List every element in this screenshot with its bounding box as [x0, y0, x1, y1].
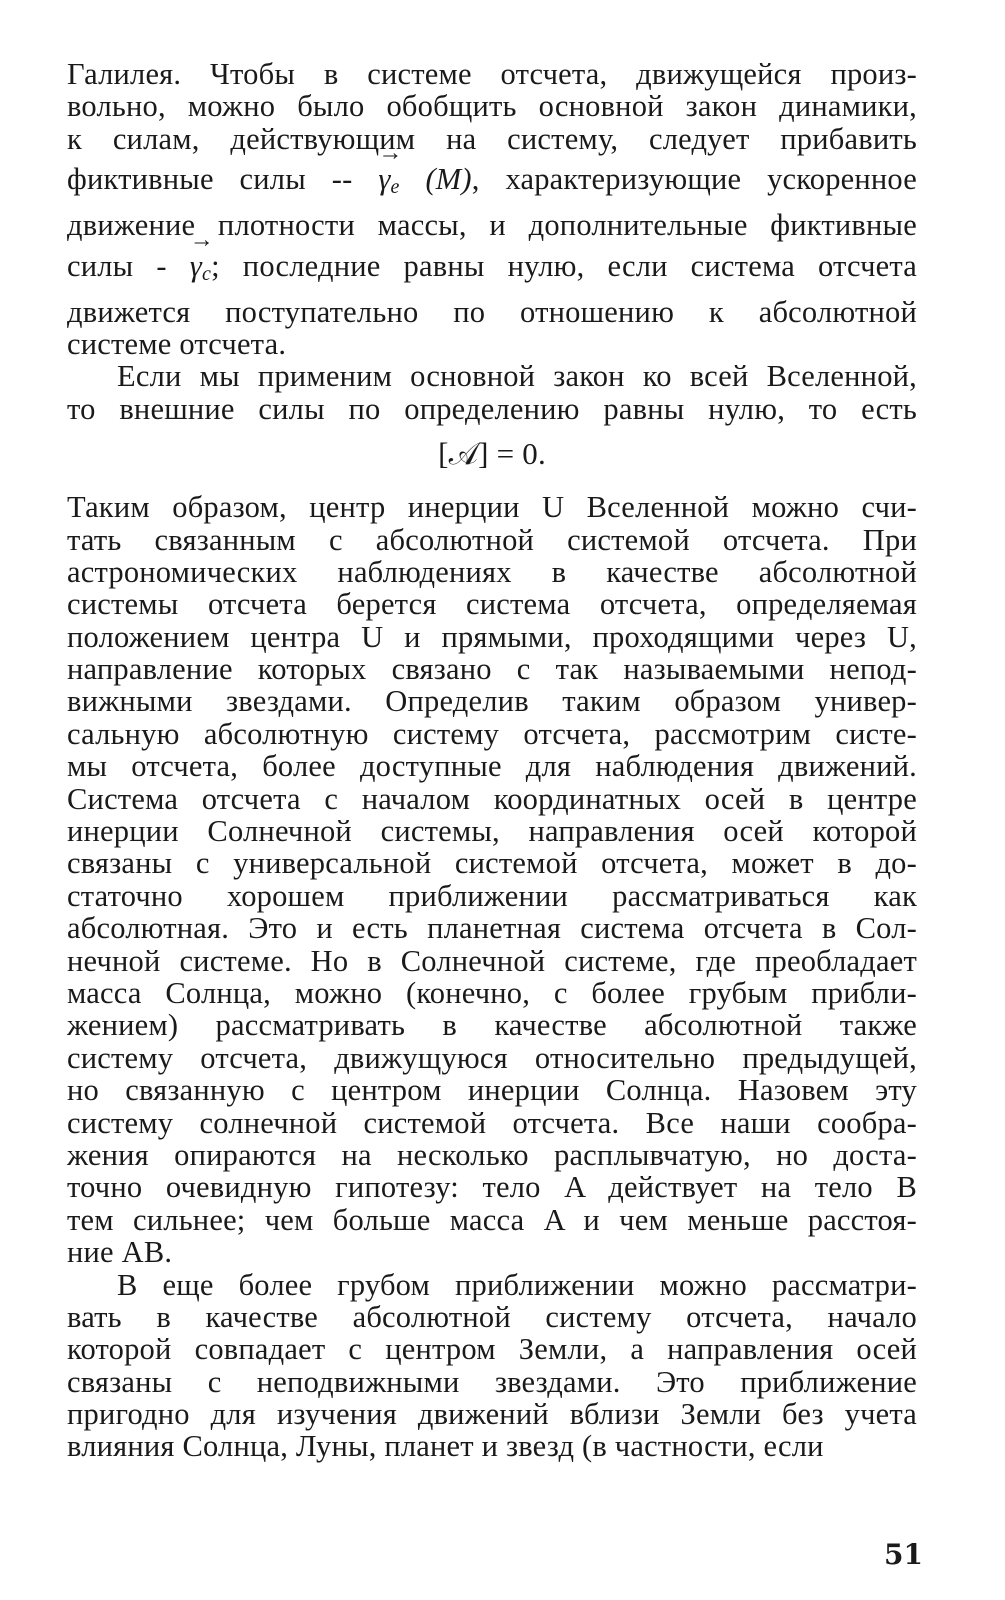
vector-symbol: γ: [378, 162, 391, 197]
vector-subscript: e: [390, 176, 400, 199]
text-line: абсолютная. Это и есть планетная система отсчета в Сол-: [67, 911, 917, 946]
text-line: Если мы применим основной закон ко всей Вселенной,: [117, 359, 917, 394]
text-line: тем сильнее; чем больше масса A и чем меньше расстоя-: [67, 1202, 917, 1237]
vector-subscript: c: [202, 262, 212, 285]
page-body: [67, 58, 917, 1463]
text-line: то внешние силы по определению равны нулю, то есть: [67, 391, 917, 426]
text-line: инерции Солнечной системы, направления осей которой: [67, 814, 917, 849]
vector-gamma-c: [190, 250, 211, 290]
text-line: нечной системе. Но в Солнечной системе, где преобладает: [67, 943, 917, 978]
text-line: ние AB.: [67, 1235, 173, 1270]
text-line-vector-e: [67, 155, 917, 209]
text-fragment: , характеризующие ускоренное: [471, 162, 917, 197]
text-fragment: фиктивные силы --: [67, 162, 379, 197]
text-line: вольно, можно было обобщить основной закон динамики,: [67, 89, 917, 124]
text-line: жением) рассматривать в качестве абсолютной также: [67, 1008, 917, 1043]
text-line: масса Солнца, можно (конечно, с более грубым прибли-: [67, 975, 917, 1010]
text-line: к силам, действующим на систему, следует прибавить: [67, 121, 917, 156]
text-line: вать в качестве абсолютной систему отсчета, начало: [67, 1299, 917, 1334]
text-line: жения опираются на несколько расплывчатую, но доста-: [67, 1137, 917, 1172]
text-line: сальную абсолютную систему отсчета, рассмотрим систе-: [67, 716, 917, 751]
text-line: Галилея. Чтобы в системе отсчета, движущейся произ-: [67, 57, 917, 91]
vector-argument: (M): [399, 162, 472, 197]
text-line: Система отсчета с началом координатных осей в центре: [67, 781, 917, 816]
text-fragment: ; последние равны нулю, если система отсчета: [211, 248, 917, 283]
text-line: вижными звездами. Определив таким образом универ-: [67, 684, 917, 719]
formula: [𝒜] = 0.: [438, 436, 546, 472]
text-line: направление которых связано с так называемыми непод-: [67, 652, 917, 687]
paragraph-inertia-center: [67, 491, 917, 1268]
text-line: мы отсчета, более доступные для наблюдения движений.: [67, 749, 917, 784]
text-line: связаны с универсальной системой отсчета, может в до-: [67, 846, 917, 881]
text-line: но связанную с центром инерции Солнца. Назовем эту: [67, 1073, 917, 1108]
text-line: движение плотности массы, и дополнительные фиктивные: [67, 208, 917, 243]
text-line: астрономических наблюдениях в качестве абсолютной: [67, 554, 917, 589]
text-line: статочно хорошем приближении рассматриваться как: [67, 878, 917, 913]
vector-symbol: γ: [189, 248, 203, 283]
text-line: связаны с неподвижными звездами. Это приближение: [67, 1364, 917, 1399]
text-line: Таким образом, центр инерции U Вселенной можно счи-: [67, 490, 917, 525]
text-line: положением центра U и прямыми, проходящими через U,: [67, 619, 917, 654]
vector-gamma-e: [378, 163, 399, 203]
text-line: В еще более грубом приближении можно рассматри-: [117, 1267, 917, 1302]
text-fragment: силы -: [67, 248, 190, 283]
text-line: системе отсчета.: [67, 326, 287, 361]
text-line-vector-c: [67, 242, 917, 296]
text-line: пригодно для изучения движений вблизи Земли без учета: [67, 1397, 917, 1432]
text-line: влияния Солнца, Луны, планет и звезд (в частности, если: [67, 1429, 824, 1464]
text-line: тать связанным с абсолютной системой отсчета. При: [67, 522, 917, 557]
text-line: которой совпадает с центром Земли, а направления осей: [67, 1332, 917, 1367]
page-number: 51: [884, 1538, 923, 1571]
text-line: систему отсчета, движущуюся относительно предыдущей,: [67, 1040, 917, 1075]
text-line: движется поступательно по отношению к абсолютной: [67, 294, 917, 329]
text-line: системы отсчета берется система отсчета, определяемая: [67, 587, 917, 622]
text-line: точно очевидную гипотезу: тело A действует на тело B: [67, 1170, 917, 1205]
paragraph-earth-frame: [67, 1269, 917, 1463]
text-line: систему солнечной системой отсчета. Все наши сообра-: [67, 1105, 917, 1140]
